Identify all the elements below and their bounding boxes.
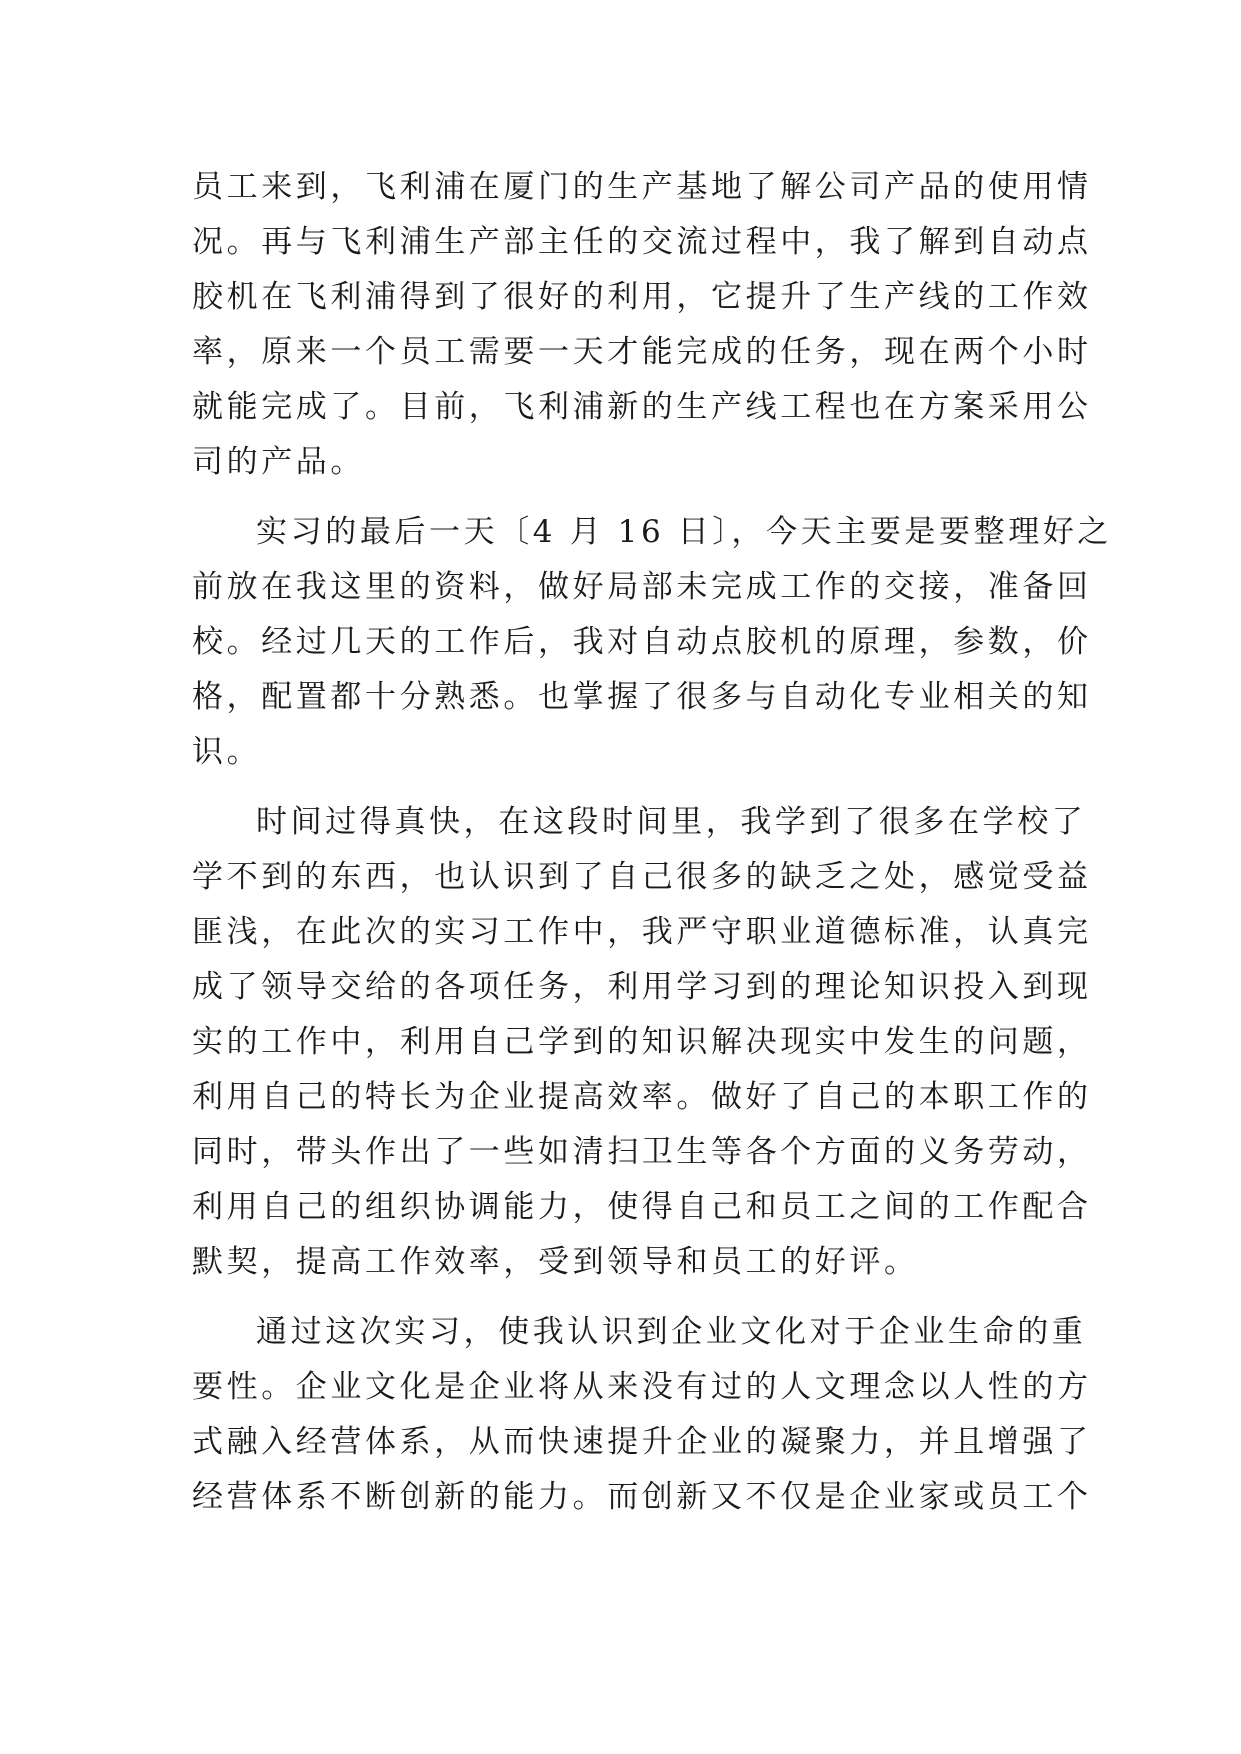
- text-line: 校。经过几天的工作后，我对自动点胶机的原理，参数，价: [192, 624, 1092, 660]
- text-line: 时间过得真快，在这段时间里，我学到了很多在学校了: [256, 804, 1087, 840]
- text-line: 通过这次实习，使我认识到企业文化对于企业生命的重: [256, 1314, 1087, 1350]
- text-line: 格，配置都十分熟悉。也掌握了很多与自动化专业相关的知: [192, 679, 1092, 715]
- text-line: 率，原来一个员工需要一天才能完成的任务，现在两个小时: [192, 334, 1092, 370]
- text-line: 司的产品。: [192, 444, 365, 480]
- text-line: 实习的最后一天〔4 月 16 日〕，今天主要是要整理好之: [256, 514, 1113, 550]
- text-line: 成了领导交给的各项任务，利用学习到的理论知识投入到现: [192, 969, 1092, 1005]
- text-line: 识。: [192, 734, 262, 770]
- text-line: 况。再与飞利浦生产部主任的交流过程中，我了解到自动点: [192, 224, 1092, 260]
- text-line: 经营体系不断创新的能力。而创新又不仅是企业家或员工个: [192, 1479, 1092, 1515]
- text-line: 要性。企业文化是企业将从来没有过的人文理念以人性的方: [192, 1369, 1092, 1405]
- text-line: 利用自己的组织协调能力，使得自己和员工之间的工作配合: [192, 1189, 1092, 1225]
- text-line: 匪浅，在此次的实习工作中，我严守职业道德标准，认真完: [192, 914, 1092, 950]
- text-line: 利用自己的特长为企业提高效率。做好了自己的本职工作的: [192, 1079, 1092, 1115]
- text-line: 胶机在飞利浦得到了很好的利用，它提升了生产线的工作效: [192, 279, 1092, 315]
- text-line: 实的工作中，利用自己学到的知识解决现实中发生的问题，: [192, 1024, 1092, 1060]
- text-line: 默契，提高工作效率，受到领导和员工的好评。: [192, 1244, 919, 1280]
- text-line: 式融入经营体系，从而快速提升企业的凝聚力，并且增强了: [192, 1424, 1092, 1460]
- text-line: 学不到的东西，也认识到了自己很多的缺乏之处，感觉受益: [192, 859, 1092, 895]
- text-line: 员工来到，飞利浦在厦门的生产基地了解公司产品的使用情: [192, 169, 1092, 205]
- text-line: 前放在我这里的资料，做好局部未完成工作的交接，准备回: [192, 569, 1092, 605]
- text-line: 就能完成了。目前，飞利浦新的生产线工程也在方案采用公: [192, 389, 1092, 425]
- text-line: 同时，带头作出了一些如清扫卫生等各个方面的义务劳动，: [192, 1134, 1092, 1170]
